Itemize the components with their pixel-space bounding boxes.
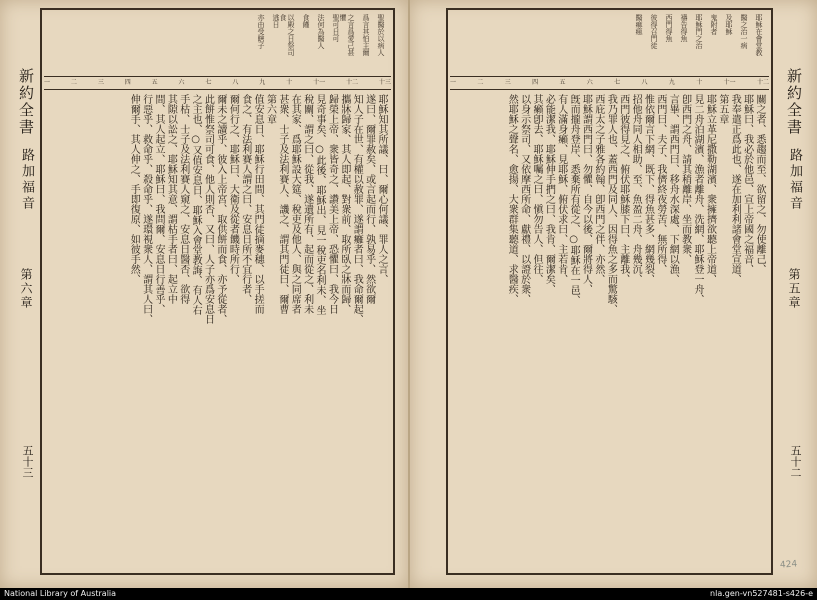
- right-body-text: [454, 94, 765, 568]
- right-headnotes: [634, 14, 763, 58]
- headnote: 逃日: [272, 14, 280, 28]
- headnote: 耶穌在會堂教: [755, 14, 763, 56]
- footer-bar: [0, 588, 817, 600]
- left-page-gospel-name: 路加福音: [19, 148, 34, 212]
- verse-number: 十一: [313, 79, 326, 86]
- text-column: 攜牀歸家、其人即起、對衆前、取所臥之牀而歸、: [338, 94, 350, 314]
- text-column: 然耶穌之聲名、愈揚、大衆群集聽道、求醫疾、: [506, 94, 518, 304]
- left-page-number: 五十三: [21, 445, 34, 478]
- text-column: 必能潔我、耶穌伸手捫之曰、我肯、爾潔矣、: [543, 94, 555, 294]
- verse-number: 六: [586, 79, 593, 86]
- text-column: 有人滿身癩、見耶穌、俯伏求曰、主若肯、: [555, 94, 567, 284]
- headnote: 及耶穌: [725, 14, 733, 35]
- text-column: 此餅惟祭司可食、他人則否、又曰、人子亦爲安息日: [202, 94, 214, 324]
- text-column: 招他舟同人相助、至、魚盈二舟、舟幾沉、: [630, 94, 642, 284]
- left-headnotes: [256, 14, 385, 58]
- text-column: 稅關、謂之曰、從我、遂遺所有、起而從之、利未: [301, 94, 313, 314]
- chapter-heading: 第六章: [264, 94, 276, 124]
- verse-number: 四: [532, 79, 539, 86]
- verse-number: 十二: [756, 79, 769, 86]
- text-column: 伸爾手、其人伸之、手即復原、如彼手然、: [128, 94, 140, 284]
- verse-number: 十: [696, 79, 703, 86]
- right-verse-number-strip: [450, 76, 769, 90]
- text-column: 之主也、○又值安息日、耶穌入會堂教誨、有人右: [190, 94, 202, 315]
- headnote: 食饉: [302, 14, 310, 28]
- text-column: 耶穌謂西門曰、勿懼、自今以後、爾將得人、: [580, 94, 592, 294]
- text-column: 我奉遣正爲此也、遂在加利利諸會堂宣道、: [729, 94, 741, 284]
- left-page: [0, 0, 410, 588]
- verse-number: 三: [504, 79, 511, 86]
- headnote: 以殿之日祭司食: [279, 14, 295, 56]
- text-column: 遂曰、爾罪赦矣、或言起而行、孰易乎、然欲爾: [363, 94, 375, 304]
- text-column: 間、其人起立、耶穌曰、我問爾、安息日行善乎、: [152, 94, 164, 314]
- text-column: 爾未之讀乎、彼入上帝宮、取供餅而食、亦予從者、: [214, 94, 226, 324]
- text-column: 食之、有法利賽人謂之曰、安息日所不宜行者、: [239, 94, 251, 304]
- right-page-gospel-name: 路加福音: [787, 148, 802, 212]
- headnote: 彼得召門徒: [650, 14, 658, 49]
- headnote: 亦由受瞎子: [257, 14, 265, 49]
- right-text-frame: [446, 8, 773, 575]
- text-column: 見二舟泊湖濱、漁者離舟、洗網、耶穌登一舟、: [692, 94, 704, 304]
- verse-number: 十一: [723, 79, 736, 86]
- text-column: 爾何行之、耶穌曰、大衛及從者饑時所行、: [227, 94, 239, 284]
- verse-number: 十二: [345, 79, 358, 86]
- text-column: 我乃罪人也、蓋西門及同人、因得魚之多而驚駭、: [605, 94, 617, 314]
- right-page: [410, 0, 817, 588]
- headnote: 禱告得魚: [680, 14, 688, 42]
- headnote: 西門得魚: [665, 14, 673, 42]
- chapter-heading: 第五章: [716, 94, 728, 124]
- verse-number: 五: [151, 79, 158, 86]
- library-credit: National Library of Australia: [4, 589, 117, 598]
- verse-number: 一: [450, 79, 457, 86]
- text-column: 歸榮上帝、衆皆奇之、讚美上帝、恐懼曰、我今日: [326, 94, 338, 314]
- text-column: 在其家、爲耶穌設大筵、稅吏及他人、與之同席者: [289, 94, 301, 314]
- headnote: 爲言其怕主爾: [362, 14, 370, 56]
- verse-number: 八: [232, 79, 239, 86]
- image-identifier: nla.gen-vn527481-s426-e: [710, 589, 813, 598]
- text-column: 手枯、士子及法利賽人窺之、安息日醫否、欲得: [177, 94, 189, 304]
- headnote: 醫之治一病: [740, 14, 748, 49]
- left-page-book-title: 新約全書: [17, 68, 35, 136]
- text-column: 西門曰、夫子、我儕終夜勞苦、無所得、: [654, 94, 666, 274]
- right-page-number: 五十二: [789, 445, 802, 478]
- headnote: 法何為醫人: [317, 14, 325, 49]
- text-column: 言畢、謂西門曰、移舟水深處、下網以漁、: [667, 94, 679, 284]
- text-column: 西門彼得見之、俯伏耶穌膝下曰、主離我、: [617, 94, 629, 284]
- headnote: 耶穌門之治: [695, 14, 703, 49]
- text-column: 以身示祭司、又依摩西所命、獻禮、以證於衆、: [518, 94, 530, 304]
- text-column: 旣而攏舟登岸、悉棄所有從之、○耶穌在一邑、: [568, 94, 580, 305]
- verse-number: 五: [559, 79, 566, 86]
- headnote: 醫痲瘋: [635, 14, 643, 35]
- verse-number: 八: [641, 79, 648, 86]
- right-page-book-title: 新約全書: [785, 68, 803, 136]
- left-page-chapter-label: 第六章: [19, 268, 33, 310]
- verse-number: 七: [205, 79, 212, 86]
- verse-number: 七: [614, 79, 621, 86]
- text-column: 行惡乎、救命乎、殺命乎、遂環視衆人、謂其人曰、: [140, 94, 152, 324]
- text-column: 耶穌曰、我必於他邑、宣上帝國之福音、: [741, 94, 753, 274]
- verse-number: 九: [668, 79, 675, 86]
- verse-number: 十: [286, 79, 293, 86]
- verse-number: 六: [178, 79, 185, 86]
- pencil-page-mark: 424: [779, 559, 798, 571]
- headnote: 鬼附者: [710, 14, 718, 35]
- verse-number: 一: [44, 79, 51, 86]
- right-page-chapter-label: 第五章: [787, 268, 801, 310]
- text-column: 甚衆、士子及法利賽人、譏之、謂其門徒曰、爾曹: [276, 94, 288, 314]
- text-column: 惟依爾言下網、既下、得魚甚多、網幾裂、: [642, 94, 654, 284]
- headnote: 之言爲愛己甚懼: [339, 14, 355, 56]
- text-column: 知人子在世、有權以赦罪、遂謂癱者曰、我命爾起、: [351, 94, 363, 324]
- text-column: 耶穌立革尼撒勒湖濱、衆擁擠欲聽上帝道、: [704, 94, 716, 284]
- text-column: 其癩卽去、耶穌囑之曰、愼勿告人、但往、: [530, 94, 542, 284]
- text-column: 見奇事矣、○此後、耶穌出、見一稅吏名利未、坐: [314, 94, 326, 315]
- left-body-text: [48, 94, 387, 568]
- text-column: 其隙以訟之、耶穌知其意、謂枯手者曰、起立中: [165, 94, 177, 304]
- verse-number: 三: [97, 79, 104, 86]
- text-column: 值安息日、耶穌行田間、其門徒摘麥穗、以手搓而: [252, 94, 264, 314]
- left-text-frame: [40, 8, 395, 575]
- verse-number: 二: [477, 79, 484, 86]
- text-column: 關之者、悉趨而至、欲留之、勿使離己、: [754, 94, 765, 274]
- left-verse-number-strip: [44, 76, 391, 90]
- verse-number: 九: [259, 79, 266, 86]
- headnote: 聖醫於以病人: [377, 14, 385, 56]
- text-column: 耶穌知其所議、曰、爾心何議、罪人之言、: [376, 94, 387, 284]
- headnote: 聖可日可: [332, 14, 340, 42]
- verse-number: 四: [124, 79, 131, 86]
- text-column: 卽西門之舟、請其稍離岸、坐而教衆、: [679, 94, 691, 264]
- text-column: 西庇太之子雅各約翰、卽西門之伴、亦然、: [592, 94, 604, 284]
- verse-number: 十三: [378, 79, 391, 86]
- verse-number: 二: [70, 79, 77, 86]
